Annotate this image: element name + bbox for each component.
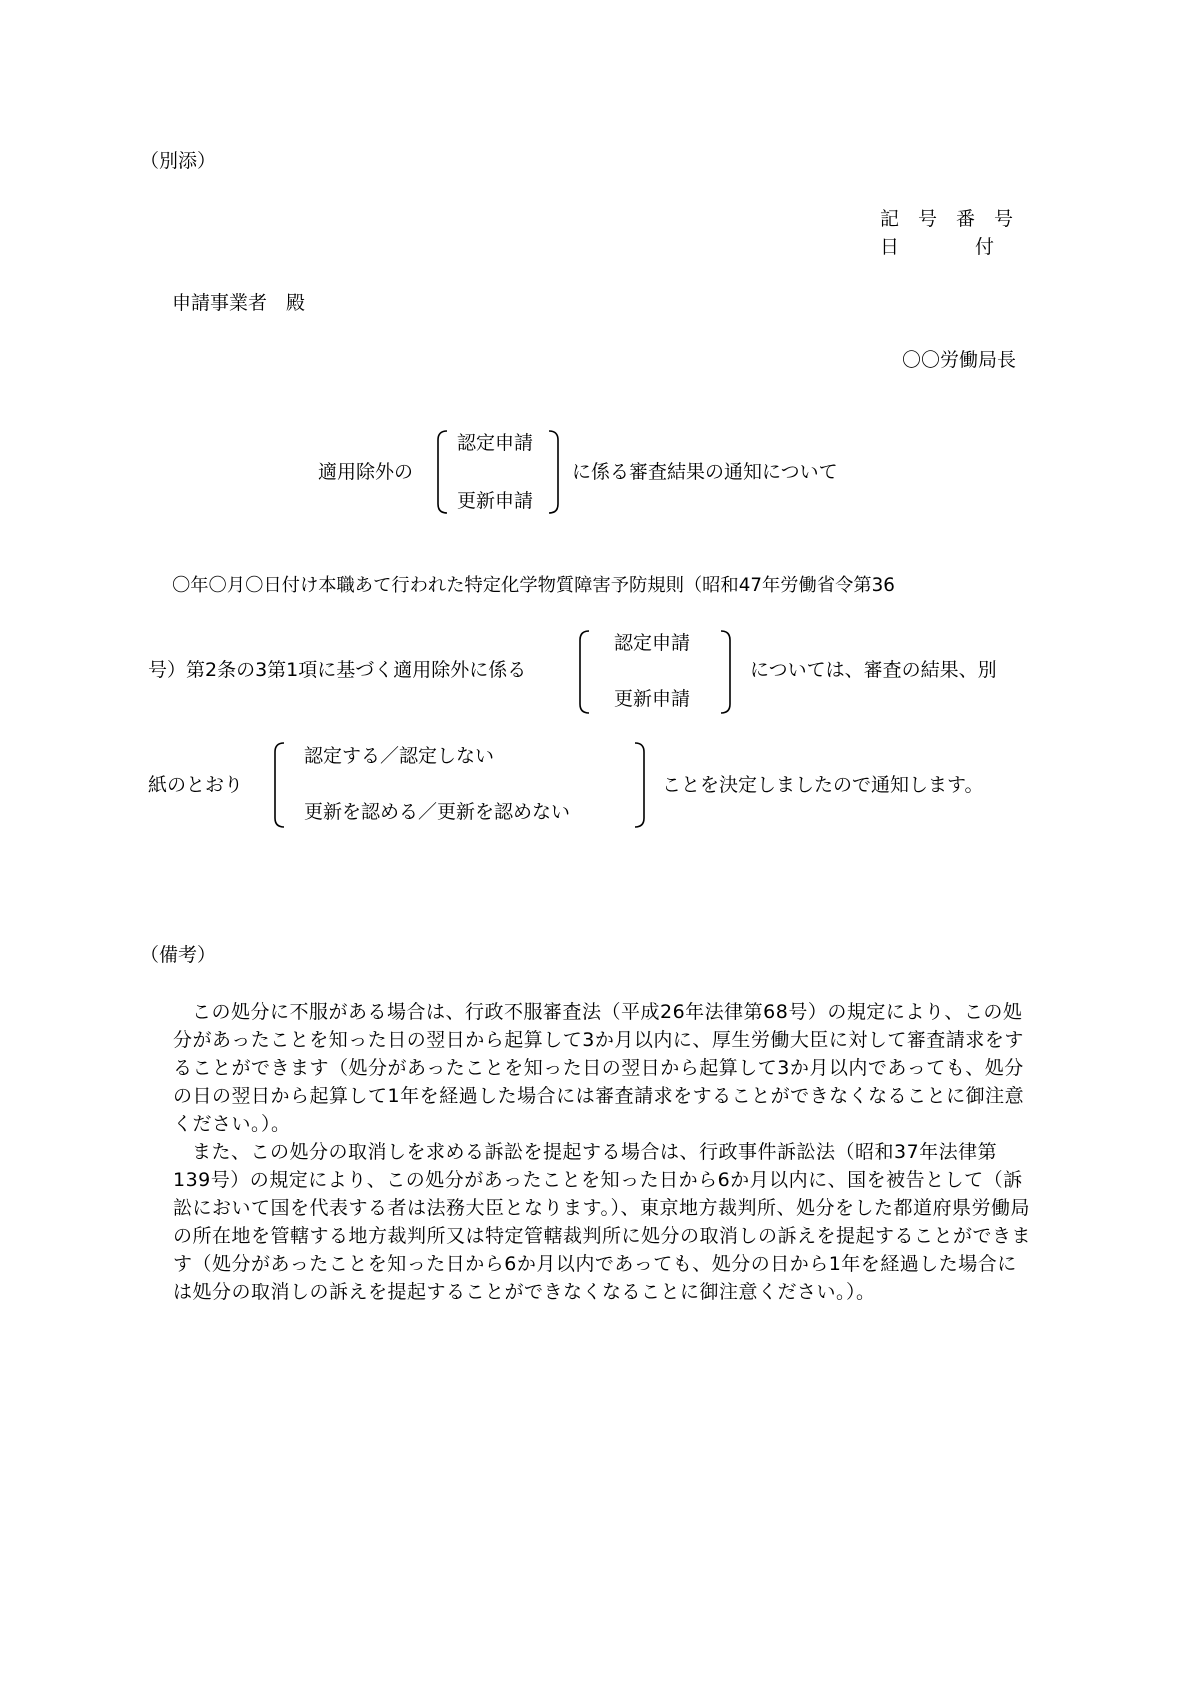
body-brace-2-left xyxy=(273,742,285,828)
body-line-1: 〇年〇月〇日付け本職あて行われた特定化学物質障害予防規則（昭和47年労働省令第36 xyxy=(172,575,895,596)
title-brace-left xyxy=(436,430,448,514)
attachment-label: （別添） xyxy=(140,150,217,172)
body-line-3-prefix: 紙のとおり xyxy=(148,774,244,796)
title-option-2: 更新申請 xyxy=(457,490,534,512)
body-line-2-suffix: については、審査の結果、別 xyxy=(750,659,997,681)
body-line-2-prefix: 号）第2条の3第1項に基づく適用除外に係る xyxy=(148,659,527,681)
remarks-heading: （備考） xyxy=(140,944,217,966)
body-line-3-option-2: 更新を認める／更新を認めない xyxy=(304,801,571,823)
reference-date: 日 付 xyxy=(880,236,995,258)
remarks-paragraph-2: また、この処分の取消しを求める訴訟を提起する場合は、行政事件訴訟法（昭和37年法律第139号）の規定により、この処分があったことを知った日から6か月以内に、国を被告として（訴訟において国を代表する者は法務大臣となります。）、東京地方裁判所、処分をした都道府県労働局の所在地を管轄する地方裁判所又は特定管轄裁判所に処分の取消しの訴えを提起することができます（処分があったことを知った日から6か月以内であっても、処分の日から1年を経過した場合には処分の取消しの訴えを提起することができなくなることに御注意ください。）。 xyxy=(173,1141,1032,1303)
body-line-3-option-1: 認定する／認定しない xyxy=(304,745,495,767)
title-prefix: 適用除外の xyxy=(318,461,414,483)
addressee: 申請事業者 殿 xyxy=(172,292,306,314)
body-brace-2-right xyxy=(634,742,646,828)
body-line-2-option-2: 更新申請 xyxy=(614,688,691,710)
body-brace-1-left xyxy=(578,630,590,714)
remarks-paragraph-1: この処分に不服がある場合は、行政不服審査法（平成26年法律第68号）の規定により、この処分があったことを知った日の翌日から起算して3か月以内に、厚生労働大臣に対して審査請求をすることができます（処分があったことを知った日の翌日から起算して3か月以内であっても、処分の日の翌日から起算して1年を経過した場合には審査請求をすることができなくなることに御注意ください。）。 xyxy=(173,1001,1025,1135)
title-option-1: 認定申請 xyxy=(457,432,534,454)
body-line-2-option-1: 認定申請 xyxy=(614,632,691,654)
body-line-3-suffix: ことを決定しましたので通知します。 xyxy=(662,774,984,796)
title-suffix: に係る審査結果の通知について xyxy=(572,461,838,483)
title-brace-right xyxy=(548,430,560,514)
reference-number: 記 号 番 号 xyxy=(880,208,1014,230)
body-brace-1-right xyxy=(720,630,732,714)
remarks-text xyxy=(173,998,1033,1306)
sender: 〇〇労働局長 xyxy=(902,349,1017,371)
